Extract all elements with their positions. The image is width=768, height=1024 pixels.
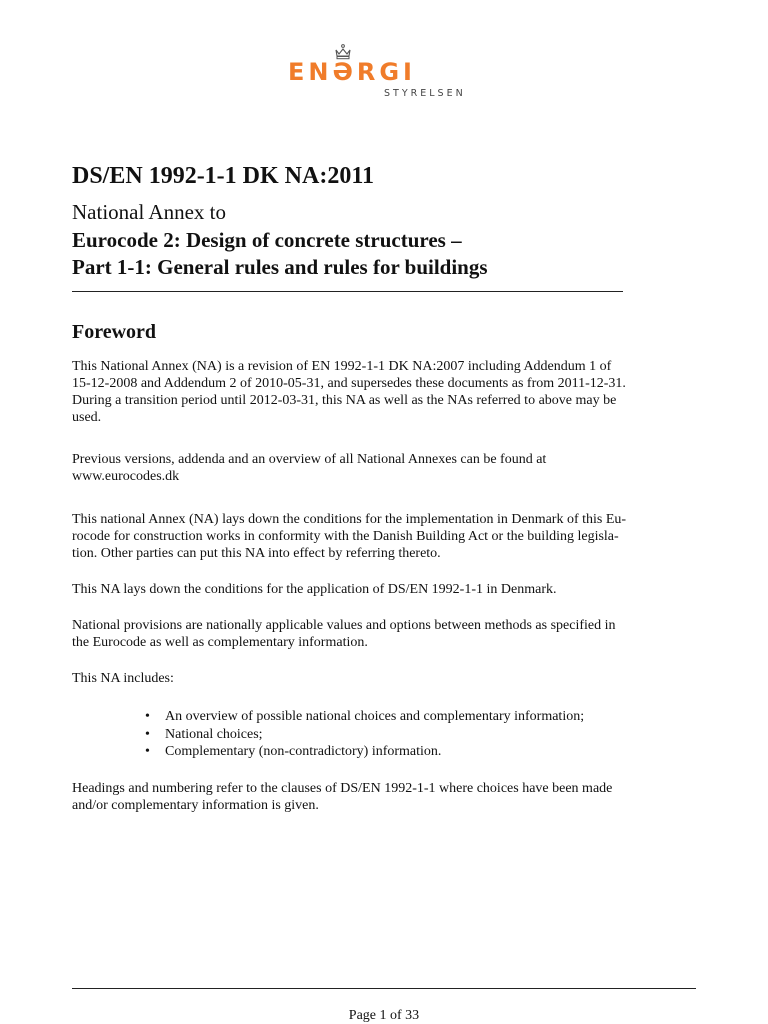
paragraph-line: the Eurocode as well as complementary information. [72, 635, 368, 650]
subtitle-eurocode: Eurocode 2: Design of concrete structures – [72, 228, 462, 252]
subtitle-part: Part 1-1: General rules and rules for buildings [72, 255, 488, 279]
paragraph-line: This NA includes: [72, 671, 174, 686]
paragraph-line: rocode for construction works in conformity with the Danish Building Act or the building legisla- [72, 529, 619, 544]
includes-list [145, 708, 584, 761]
foreword-heading: Foreword [72, 321, 157, 343]
logo-subtitle: STYRELSEN [384, 88, 466, 99]
paragraph-line: Headings and numbering refer to the clauses of DS/EN 1992-1-1 where choices have been made [72, 781, 613, 796]
paragraph-line: Previous versions, addenda and an overview of all National Annexes can be found at [72, 452, 547, 467]
document-title: DS/EN 1992-1-1 DK NA:2011 [72, 163, 375, 189]
paragraph-headings [72, 780, 697, 814]
paragraph-application [72, 581, 697, 598]
paragraph-line: This NA lays down the conditions for the application of DS/EN 1992-1-1 in Denmark. [72, 582, 557, 597]
page-number: Page 1 of 33 [348, 1008, 420, 1023]
paragraph-line: tion. Other parties can put this NA into effect by referring thereto. [72, 546, 441, 561]
paragraph-line: and/or complementary information is given. [72, 798, 319, 813]
eurocodes-link[interactable]: www.eurocodes.dk [72, 469, 180, 484]
paragraph-implementation [72, 511, 697, 562]
list-item: • An overview of possible national choices and complementary information; [145, 708, 584, 726]
paragraph-line: used. [72, 410, 102, 425]
paragraph-line: This National Annex (NA) is a revision of EN 1992-1-1 DK NA:2007 including Addendum 1 of [72, 359, 612, 374]
title-divider [72, 291, 623, 292]
footer-divider [72, 988, 696, 989]
subtitle-national-annex: National Annex to [72, 200, 226, 224]
paragraph-previous-versions [72, 451, 697, 485]
logo-wordmark: ENƏRGI [288, 58, 416, 86]
list-item: • National choices; [145, 726, 584, 744]
paragraph-line: 15-12-2008 and Addendum 2 of 2010-05-31, and supersedes these documents as from 2011-12-31. [72, 376, 626, 391]
paragraph-national-provisions [72, 617, 697, 651]
list-item: • Complementary (non-contradictory) information. [145, 743, 584, 761]
paragraph-revision [72, 358, 697, 426]
paragraph-line: During a transition period until 2012-03-31, this NA as well as the NAs referred to above may be [72, 393, 617, 408]
energistyrelsen-logo [288, 44, 488, 102]
paragraph-line: This national Annex (NA) lays down the conditions for the implementation in Denmark of this Eu- [72, 512, 627, 527]
paragraph-line: National provisions are nationally applicable values and options between methods as specified in [72, 618, 616, 633]
paragraph-includes [72, 670, 697, 687]
